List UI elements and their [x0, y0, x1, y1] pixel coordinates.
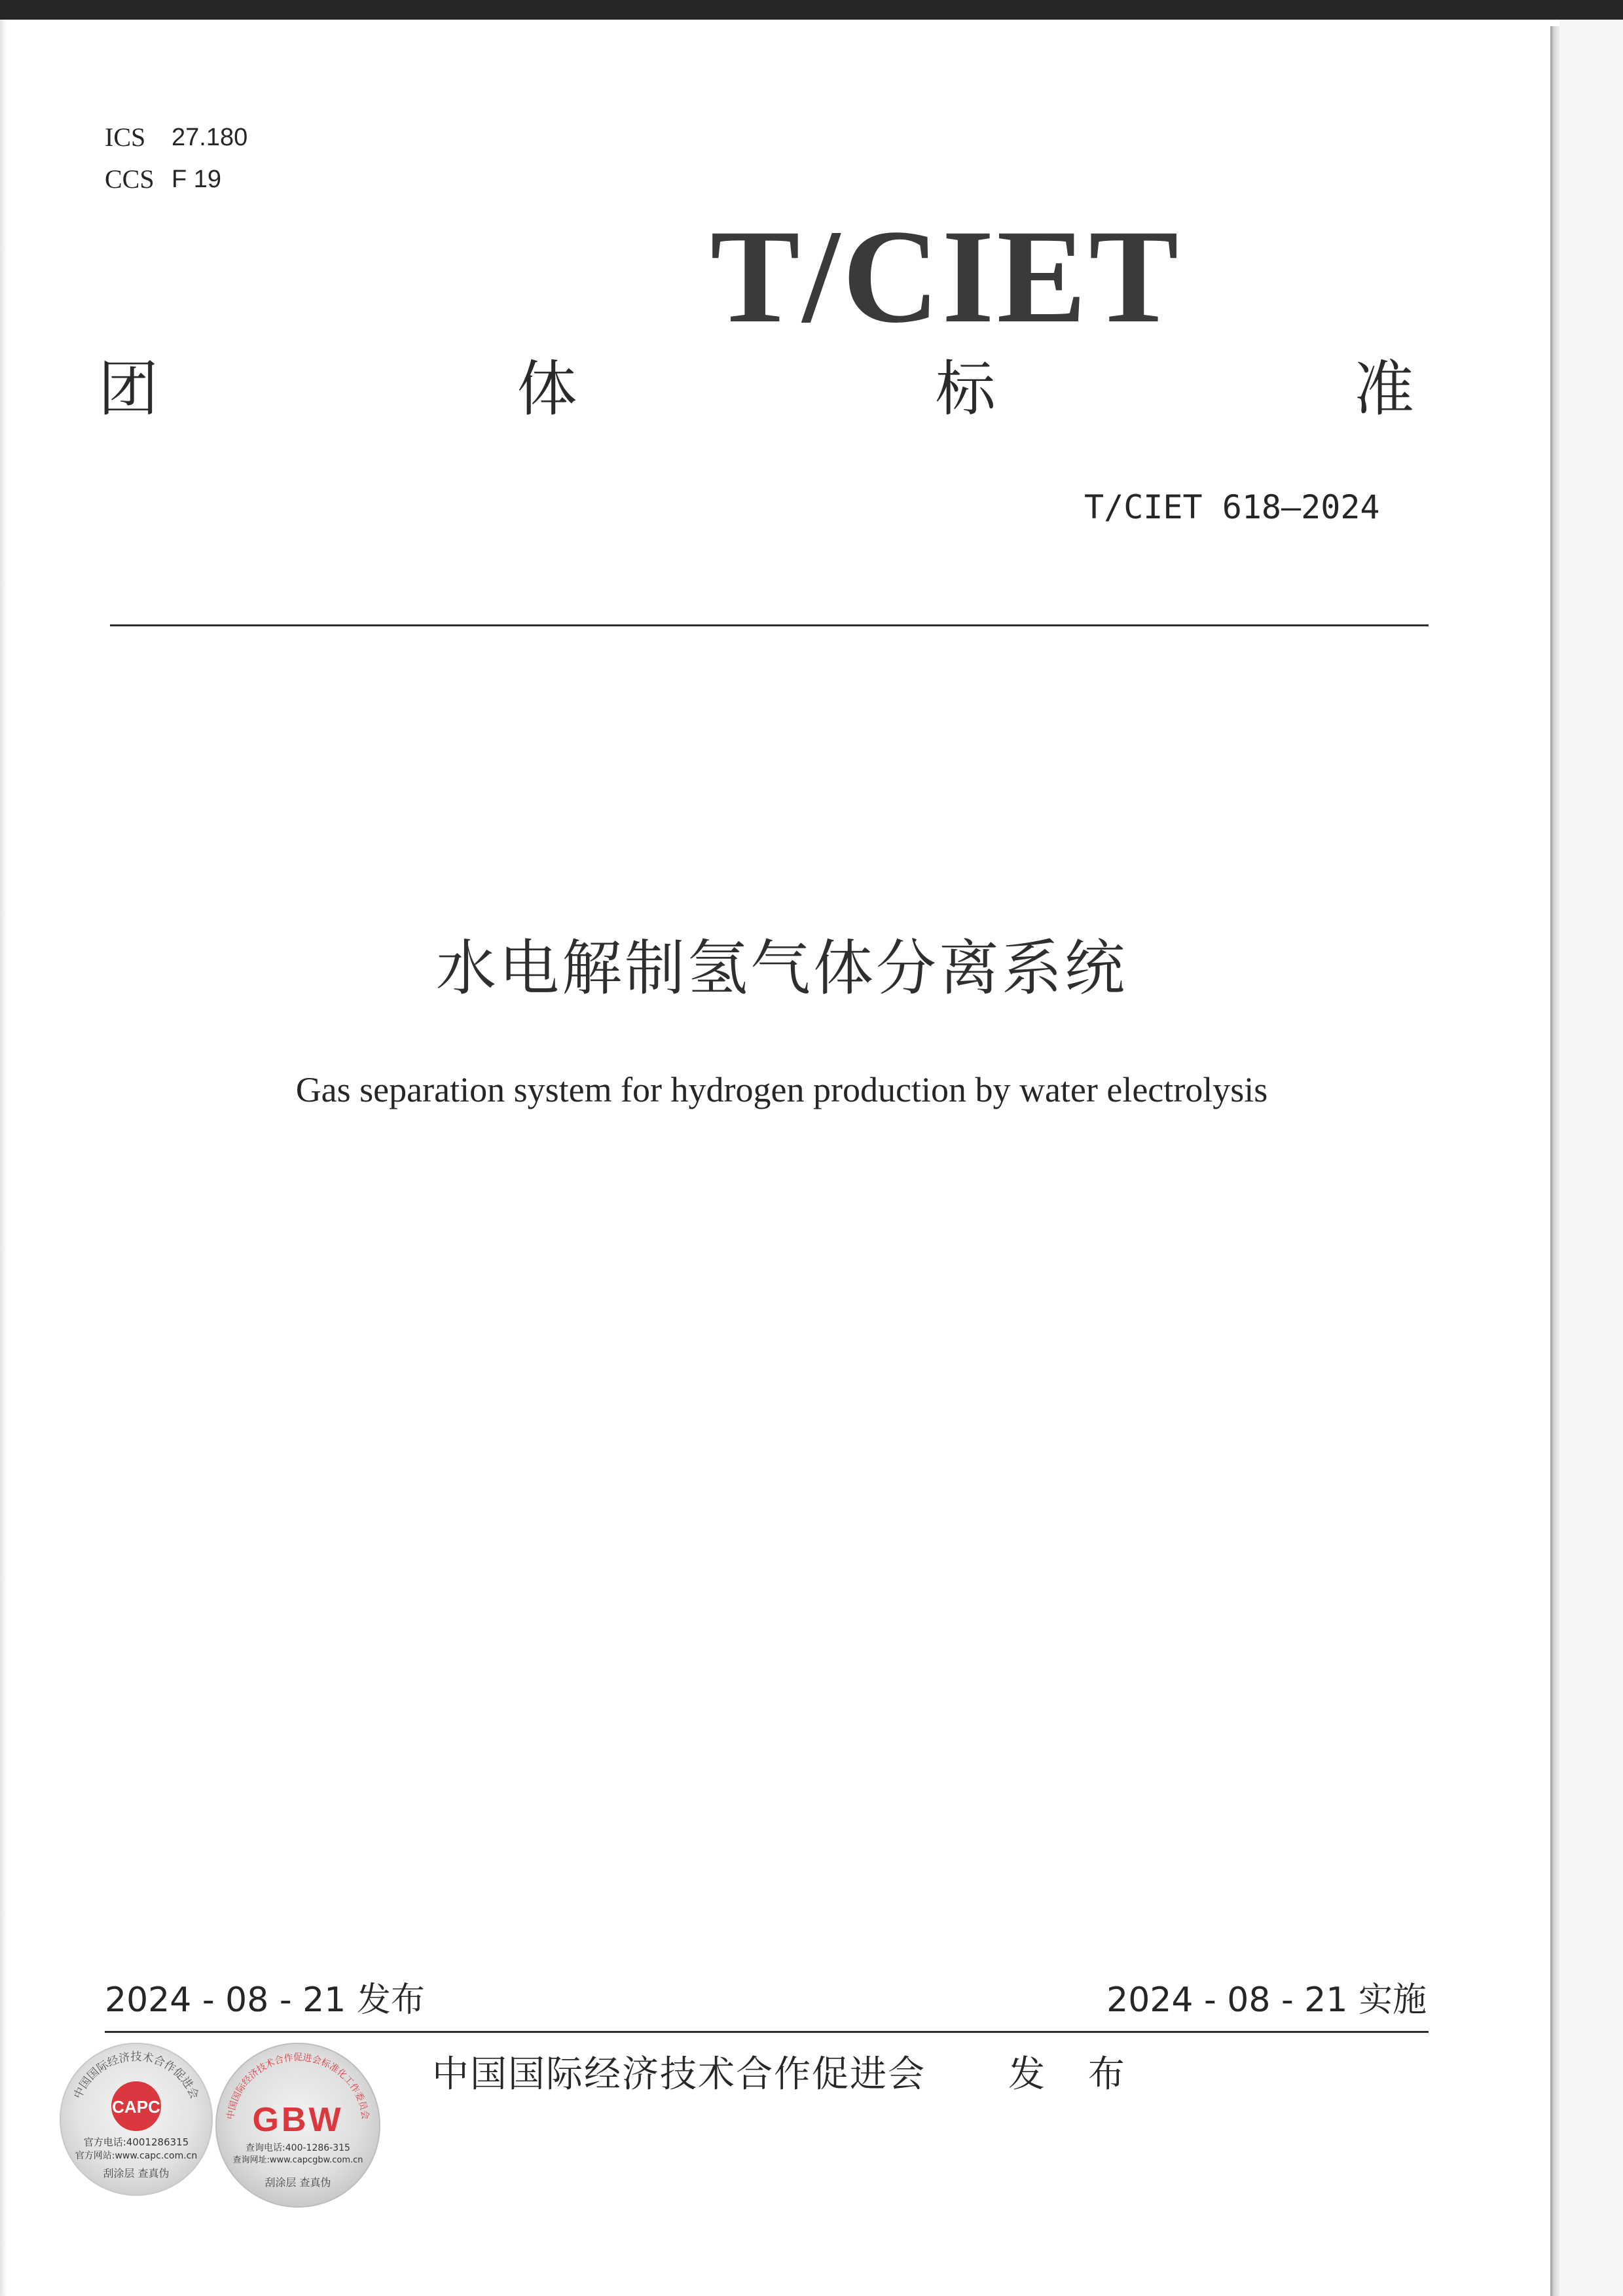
- capc-seal-icon: [58, 2041, 215, 2198]
- publisher-name: 中国国际经济技术合作促进会: [432, 2053, 926, 2096]
- ics-label: ICS: [105, 122, 146, 152]
- header-divider: [110, 624, 1429, 626]
- scan-right-shadow: [1550, 26, 1559, 2296]
- ics-value: 27.180: [172, 124, 248, 151]
- footer-divider: [105, 2031, 1429, 2033]
- ccs-value: F 19: [172, 166, 222, 193]
- standard-type-char: 团: [98, 354, 159, 424]
- capc-site: 官方网站:www.capc.com.cn: [75, 2151, 198, 2161]
- title-english: Gas separation system for hydrogen production by water electrolysis: [295, 1070, 1268, 1109]
- capc-footer: 刮涂层 查真伪: [103, 2167, 170, 2179]
- scan-top-border: [0, 0, 1623, 20]
- gbw-site: 查询网址:www.capcgbw.com.cn: [232, 2155, 363, 2165]
- gbw-seal-icon: [213, 2041, 382, 2210]
- title-chinese: 水电解制氢气体分离系统: [435, 933, 1127, 1003]
- standard-type-char: 体: [517, 354, 577, 424]
- effective-date: 2024 - 08 - 21 实施: [1106, 1981, 1427, 2020]
- scan-right-margin: [1559, 20, 1623, 2296]
- standard-number: T/CIET 618—2024: [1084, 488, 1380, 526]
- standard-type: [98, 353, 1414, 425]
- issue-date: 2024 - 08 - 21 发布: [105, 1981, 425, 2020]
- gbw-arc-text: 中国国际经济技术合作促进会标准化工作委员会: [225, 2053, 371, 2121]
- gbw-footer: 刮涂层 查真伪: [264, 2176, 331, 2189]
- capc-arc-text: 中国国际经济技术合作促进会: [71, 2051, 201, 2101]
- gbw-phone: 查询电话:400-1286-315: [246, 2143, 350, 2153]
- standard-type-char: 标: [935, 354, 996, 424]
- organization-mark: T/CIET: [710, 202, 1181, 351]
- ics-row: [105, 117, 247, 158]
- capc-phone: 官方电话:4001286315: [83, 2136, 189, 2148]
- classification-codes: [105, 117, 247, 200]
- ccs-row: [105, 158, 247, 200]
- scan-left-shadow: [0, 20, 7, 2296]
- capc-emblem-text: CAPC: [112, 2097, 160, 2117]
- standard-type-char: 准: [1353, 354, 1414, 424]
- gbw-emblem-text: GBW: [252, 2101, 344, 2139]
- ccs-label: CCS: [105, 164, 155, 194]
- publish-label: 发 布: [1008, 2053, 1140, 2096]
